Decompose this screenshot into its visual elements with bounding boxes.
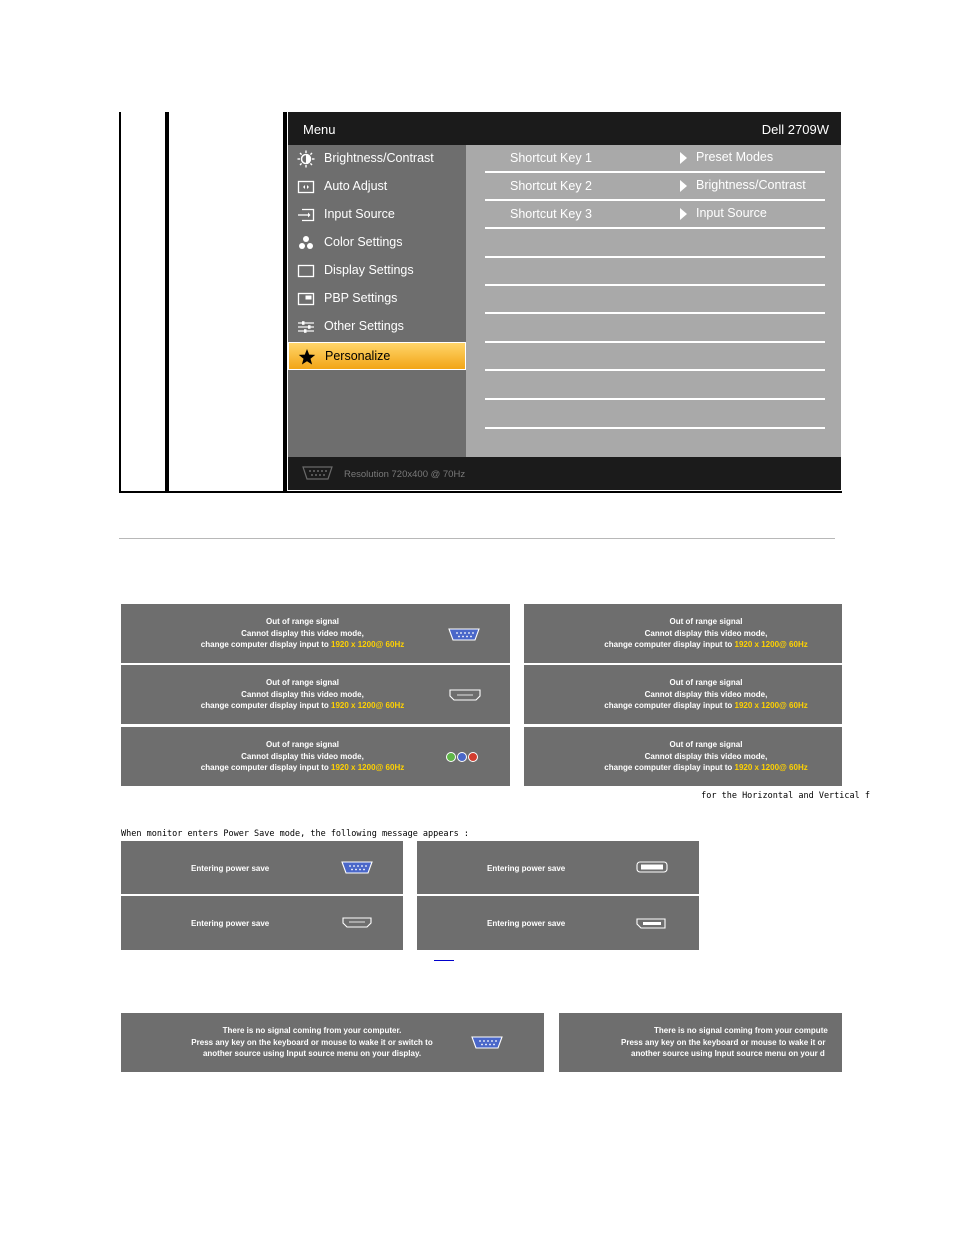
power-save-dvi <box>417 841 699 894</box>
menu-item-label: Input Source <box>324 207 395 221</box>
out-of-range-component <box>121 727 510 786</box>
table-column-2 <box>167 112 285 493</box>
msg-line1: Out of range signal <box>669 617 743 626</box>
msg-line2: Cannot display this video mode, <box>241 689 364 699</box>
input-source-icon <box>297 206 315 224</box>
shortcut-row[interactable] <box>485 173 825 201</box>
power-save-vga <box>121 841 403 894</box>
msg-line3: change computer display input to 1920 x 1200@ 60Hz <box>604 640 808 649</box>
out-of-range-right-2 <box>524 665 842 724</box>
osd-title: Menu <box>303 122 336 137</box>
msg-line2: Cannot display this video mode, <box>241 628 364 638</box>
msg-line1: Out of range signal <box>669 678 743 687</box>
menu-item-brightness-contrast[interactable] <box>288 145 466 173</box>
shortcut-key-label: Shortcut Key 2 <box>510 179 592 193</box>
shortcut-value: Brightness/Contrast <box>696 178 806 192</box>
menu-item-other-settings[interactable] <box>288 313 466 341</box>
power-save-intro: When monitor enters Power Save mode, the following message appears : <box>121 829 469 839</box>
empty-row <box>485 401 825 429</box>
msg-line2: Cannot display this video mode, <box>241 751 364 761</box>
empty-row <box>485 230 825 258</box>
power-save-text: Entering power save <box>191 864 270 873</box>
menu-item-input-source[interactable] <box>288 201 466 229</box>
top-link-underline[interactable] <box>434 960 454 961</box>
msg-line2: Cannot display this video mode, <box>644 689 768 699</box>
osd-submenu <box>466 145 841 457</box>
component-connector-icon <box>445 751 479 763</box>
empty-row <box>485 315 825 343</box>
msg-line2: Cannot display this video mode, <box>644 751 768 761</box>
spec-note <box>600 791 870 801</box>
power-save-text: Entering power save <box>487 919 566 928</box>
msg-line2: Press any key on the keyboard or mouse to wake it or <box>621 1037 826 1047</box>
msg-line3: change computer display input to 1920 x 1200@ 60Hz <box>200 640 405 649</box>
osd-model: Dell 2709W <box>761 122 829 137</box>
menu-item-label: Other Settings <box>324 319 404 333</box>
arrow-right-icon <box>680 152 687 164</box>
shortcut-key-label: Shortcut Key 3 <box>510 207 592 221</box>
menu-item-display-settings[interactable] <box>288 257 466 285</box>
msg-line3: change computer display input to 1920 x 1200@ 60Hz <box>200 701 405 710</box>
menu-item-label: Display Settings <box>324 263 414 277</box>
shortcut-value: Preset Modes <box>696 150 774 164</box>
menu-item-label: PBP Settings <box>324 291 398 305</box>
menu-item-label: Color Settings <box>324 235 403 249</box>
menu-item-pbp-settings[interactable] <box>288 285 466 313</box>
no-signal-right <box>559 1013 842 1072</box>
msg-line1: Out of range signal <box>669 740 743 749</box>
power-save-text: Entering power save <box>487 864 566 873</box>
brightness-icon <box>297 150 315 168</box>
dvi-connector-icon <box>636 861 668 873</box>
msg-line3: change computer display input to 1920 x 1200@ 60Hz <box>200 763 405 772</box>
vga-connector-icon <box>340 861 374 874</box>
vga-connector-icon <box>447 628 481 641</box>
msg-line1: Out of range signal <box>266 740 339 749</box>
shortcut-row[interactable] <box>485 201 825 229</box>
hdmi-connector-icon <box>449 689 481 701</box>
msg-line1: There is no signal coming from your computer. <box>222 1026 402 1035</box>
note-text: for the Horizontal and Vertical f <box>701 791 871 801</box>
osd-main-menu <box>288 145 466 457</box>
menu-item-auto-adjust[interactable] <box>288 173 466 201</box>
out-of-range-right-1 <box>524 604 842 663</box>
msg-line3: change computer display input to 1920 x 1200@ 60Hz <box>604 763 808 772</box>
menu-item-label: Auto Adjust <box>324 179 388 193</box>
menu-item-label: Brightness/Contrast <box>324 151 434 165</box>
shortcut-row[interactable] <box>485 145 825 173</box>
arrow-right-icon <box>680 208 687 220</box>
power-save-text: Entering power save <box>191 919 270 928</box>
displayport-connector-icon <box>636 918 666 929</box>
osd-header <box>288 112 841 145</box>
osd-menu <box>288 112 841 490</box>
shortcut-value: Input Source <box>696 206 767 220</box>
msg-line3: another source using Input source menu on your display. <box>202 1049 422 1058</box>
msg-line1: Out of range signal <box>266 678 339 687</box>
empty-row <box>485 372 825 400</box>
power-save-displayport <box>417 896 699 950</box>
vga-connector-icon <box>301 466 334 480</box>
hdmi-connector-icon <box>342 917 372 928</box>
menu-item-personalize[interactable] <box>288 342 466 370</box>
empty-row <box>485 343 825 371</box>
display-settings-icon <box>297 262 315 280</box>
osd-resolution: Resolution 720x400 @ 70Hz <box>344 469 466 480</box>
menu-item-color-settings[interactable] <box>288 229 466 257</box>
section-divider <box>119 538 835 539</box>
other-settings-icon <box>297 318 315 336</box>
pbp-settings-icon <box>297 290 315 308</box>
power-save-hdmi <box>121 896 403 950</box>
msg-line1: There is no signal coming from your compute <box>654 1026 828 1035</box>
msg-line2: Press any key on the keyboard or mouse to wake it or switch to <box>191 1037 433 1047</box>
msg-line3: change computer display input to 1920 x 1200@ 60Hz <box>604 701 808 710</box>
menu-item-label: Personalize <box>325 349 391 363</box>
auto-adjust-icon <box>297 178 315 196</box>
out-of-range-vga <box>121 604 510 663</box>
shortcut-key-label: Shortcut Key 1 <box>510 151 592 165</box>
vga-connector-icon <box>470 1036 504 1049</box>
osd-footer <box>288 457 841 490</box>
empty-row <box>485 286 825 314</box>
msg-line3: another source using Input source menu on your d <box>631 1049 825 1058</box>
out-of-range-hdmi <box>121 665 510 724</box>
color-settings-icon <box>297 234 315 252</box>
no-signal-vga <box>121 1013 544 1072</box>
msg-line1: Out of range signal <box>266 617 339 626</box>
msg-line2: Cannot display this video mode, <box>644 628 768 638</box>
table-column-1 <box>119 112 167 493</box>
arrow-right-icon <box>680 180 687 192</box>
empty-row <box>485 258 825 286</box>
out-of-range-right-3 <box>524 727 842 786</box>
star-icon <box>298 348 316 366</box>
